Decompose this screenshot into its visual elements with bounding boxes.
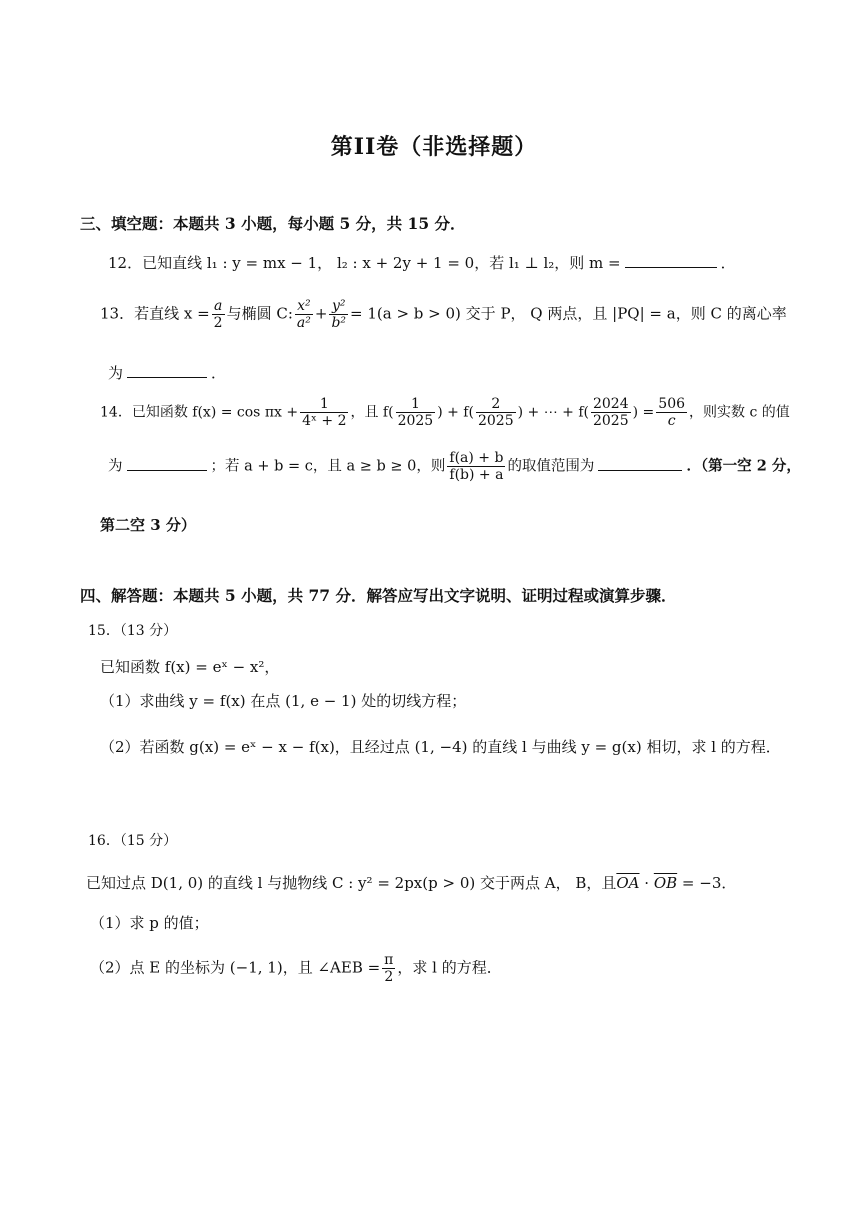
question-14 (100, 396, 790, 429)
question-text: （2）点 E 的坐标为 (−1, 1)，且 ∠AEB = (90, 958, 381, 977)
question-15-stem: 已知函数 f(x) = eˣ − x²， (100, 658, 280, 676)
question-text: 若直线 x = (134, 304, 210, 323)
question-text: 的取值范围为 (507, 458, 595, 475)
answer-blank[interactable] (598, 469, 682, 471)
fraction: $\frac{\text{y²}}{\text{b²}}$ (331, 298, 347, 332)
question-15-part2: （2）若函数 g(x) = eˣ − x − f(x)，且经过点 (1, −4) 的直线 l 与曲线 y = g(x) 相切，求 l 的方程． (100, 738, 781, 756)
question-15-part1: （1）求曲线 y = f(x) 在点 (1, e − 1) 处的切线方程； (100, 692, 467, 710)
question-text: 已知直线 l₁ : y = mx − 1， l₂ : x + 2y + 1 = 0，若 l₁ ⊥ l₂，则 m = (142, 254, 621, 272)
question-text: ) + f( (437, 404, 474, 421)
question-text: = 1(a > b > 0) 交于 P， Q 两点，且 |PQ| = a，则 C 的离心率 (350, 304, 787, 323)
answer-blank[interactable] (127, 376, 207, 378)
fraction: $\frac{\pi}{2}$ (384, 952, 394, 986)
fraction: $\frac{2}{2025}$ (477, 396, 514, 430)
question-15-number: 15．（13 分） (88, 623, 178, 639)
section-3-header: 三、填空题：本题共 3 小题，每小题 5 分，共 15 分． (80, 214, 466, 233)
fraction: $\frac{1}{2025}$ (397, 396, 434, 430)
question-end: ． (211, 364, 227, 382)
question-16-stem (86, 872, 736, 893)
question-end: ． (720, 254, 736, 272)
question-12 (108, 252, 736, 273)
question-text: ) + ⋯ + f( (517, 404, 589, 421)
dot-operator: · (639, 874, 654, 892)
question-16-part2 (90, 952, 502, 985)
question-14-line2 (108, 450, 801, 483)
fraction: $\frac{1}{\text{4ˣ + 2}}$ (302, 396, 347, 430)
question-text: ，求 l 的方程． (397, 958, 502, 977)
plus-sign: + (314, 304, 328, 323)
vector-oa: $\overline{OA}$ (616, 874, 640, 892)
question-text: ) = (632, 404, 655, 421)
question-text: = −3． (677, 874, 737, 892)
question-13 (100, 298, 787, 331)
question-16-part1: （1）求 p 的值； (90, 914, 209, 932)
vector-ob: $\overline{OB}$ (653, 874, 678, 892)
question-16-number: 16．（15 分） (88, 833, 178, 849)
section-4-header: 四、解答题：本题共 5 小题，共 77 分．解答应写出文字说明、证明过程或演算步骤． (80, 586, 677, 605)
page-title: 第II卷（非选择题） (330, 134, 538, 160)
question-number: 12． (108, 254, 143, 272)
question-13-line2 (108, 362, 226, 383)
question-text: 为 (108, 364, 124, 382)
fraction: $\frac{f(a) + b}{f(b) + a}$ (449, 450, 504, 484)
fraction: $\frac{506}{c}$ (658, 396, 686, 430)
question-number: 13． (100, 304, 135, 323)
fraction: $\frac{a}{2}$ (213, 298, 223, 332)
question-text: ，且 f( (350, 404, 394, 421)
question-text: 已知函数 f(x) = cos πx + (131, 404, 299, 421)
answer-blank[interactable] (625, 266, 717, 268)
score-note: ．（第一空 2 分， (686, 457, 801, 475)
question-text: ；若 a + b = c，且 a ≥ b ≥ 0，则 (210, 458, 446, 475)
fraction: $\frac{2024}{2025}$ (592, 396, 629, 430)
question-text: 与椭圆 C: (226, 304, 293, 323)
question-number: 14． (100, 404, 132, 421)
question-text: 为 (108, 458, 123, 475)
question-text: ，则实数 c 的值 (689, 404, 790, 421)
answer-blank[interactable] (127, 469, 207, 471)
fraction: $\frac{\text{x²}}{\text{a²}}$ (296, 298, 311, 332)
score-note: 第二空 3 分） (100, 516, 196, 534)
question-text: 已知过点 D(1, 0) 的直线 l 与抛物线 C : y² = 2px(p > 0) 交于两点 A， B，且 (86, 874, 617, 892)
